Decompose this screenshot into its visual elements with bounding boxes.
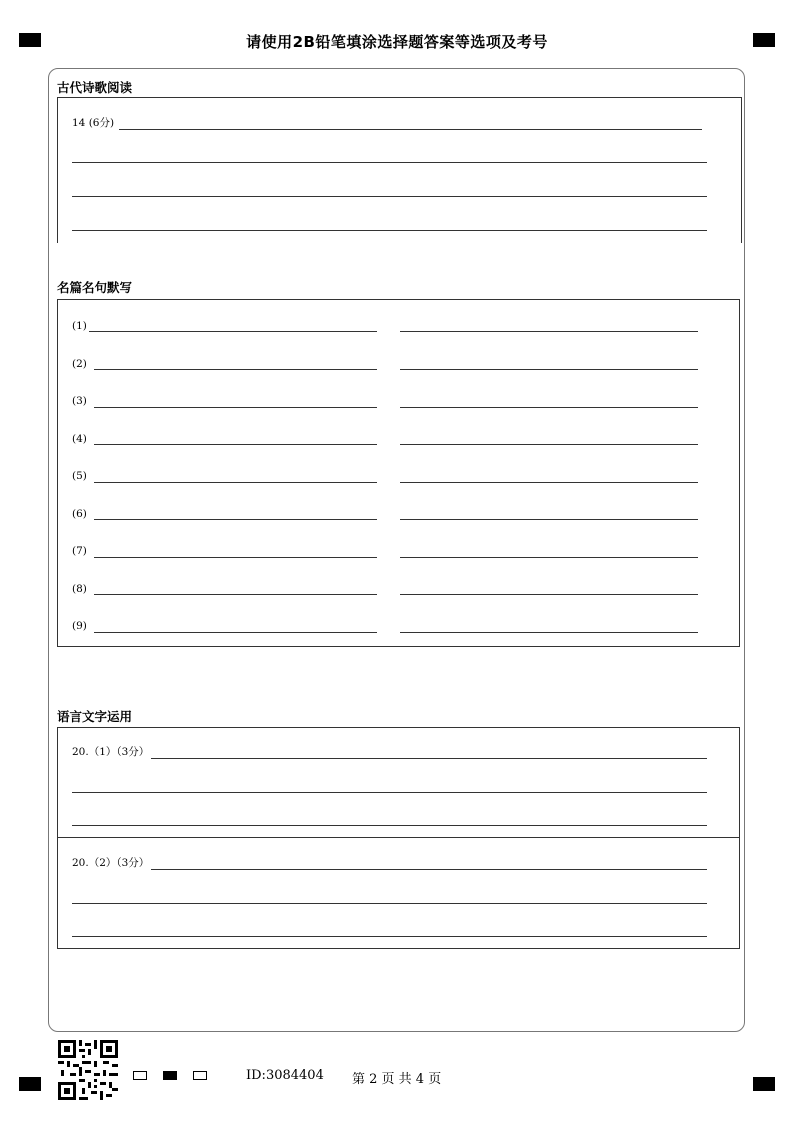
recitation-item-label: (7): [72, 545, 87, 557]
page-instruction-title: 请使用2B铅笔填涂选择题答案等选项及考号: [246, 33, 548, 51]
qr-code-icon: [58, 1040, 118, 1100]
page-indicator-empty-box: [193, 1071, 207, 1080]
recitation-line-left[interactable]: [94, 557, 377, 558]
recitation-item-label: (4): [72, 433, 87, 445]
language-q2-line-1[interactable]: [151, 869, 707, 870]
language-q2-answer-box: [57, 837, 740, 949]
recitation-line-left[interactable]: [94, 407, 377, 408]
question-14-label: 14 (6分): [72, 117, 115, 129]
recitation-item-label: (3): [72, 395, 87, 407]
recitation-line-right[interactable]: [400, 632, 698, 633]
registration-mark-bottom-left: [19, 1077, 41, 1091]
recitation-item-label: (1): [72, 320, 87, 332]
page-indicator-filled-box: [163, 1071, 177, 1080]
question-20-2-label: 20.（2）（3分）: [72, 857, 150, 869]
recitation-line-right[interactable]: [400, 444, 698, 445]
language-q1-answer-box: [57, 727, 740, 838]
recitation-line-left[interactable]: [89, 331, 377, 332]
poetry-answer-line-4[interactable]: [72, 230, 707, 231]
page-number: 第 2 页 共 4 页: [352, 1072, 442, 1087]
recitation-line-right[interactable]: [400, 594, 698, 595]
recitation-line-right[interactable]: [400, 369, 698, 370]
poetry-answer-line-3[interactable]: [72, 196, 707, 197]
recitation-line-left[interactable]: [94, 444, 377, 445]
poetry-answer-line-1[interactable]: [119, 129, 702, 130]
recitation-line-right[interactable]: [400, 407, 698, 408]
sheet-id: ID:3084404: [246, 1068, 324, 1083]
recitation-item-label: (8): [72, 583, 87, 595]
recitation-line-right[interactable]: [400, 331, 698, 332]
recitation-line-right[interactable]: [400, 557, 698, 558]
language-q2-line-2[interactable]: [72, 903, 707, 904]
language-q2-line-3[interactable]: [72, 936, 707, 937]
recitation-item-label: (6): [72, 508, 87, 520]
recitation-line-left[interactable]: [94, 369, 377, 370]
recitation-line-left[interactable]: [94, 632, 377, 633]
language-q1-line-2[interactable]: [72, 792, 707, 793]
recitation-line-right[interactable]: [400, 482, 698, 483]
recitation-line-left[interactable]: [94, 482, 377, 483]
question-20-1-label: 20.（1）（3分）: [72, 746, 150, 758]
registration-mark-bottom-right: [753, 1077, 775, 1091]
language-q1-line-3[interactable]: [72, 825, 707, 826]
section-title-language: 语言文字运用: [57, 709, 133, 724]
poetry-answer-line-2[interactable]: [72, 162, 707, 163]
recitation-line-right[interactable]: [400, 519, 698, 520]
section-title-poetry: 古代诗歌阅读: [57, 80, 133, 95]
section-title-recitation: 名篇名句默写: [57, 280, 133, 295]
recitation-item-label: (9): [72, 620, 87, 632]
recitation-item-label: (2): [72, 358, 87, 370]
page-indicator-empty-box: [133, 1071, 147, 1080]
language-q1-line-1[interactable]: [151, 758, 707, 759]
recitation-line-left[interactable]: [94, 519, 377, 520]
recitation-item-label: (5): [72, 470, 87, 482]
poetry-answer-box: [57, 97, 742, 243]
recitation-line-left[interactable]: [94, 594, 377, 595]
